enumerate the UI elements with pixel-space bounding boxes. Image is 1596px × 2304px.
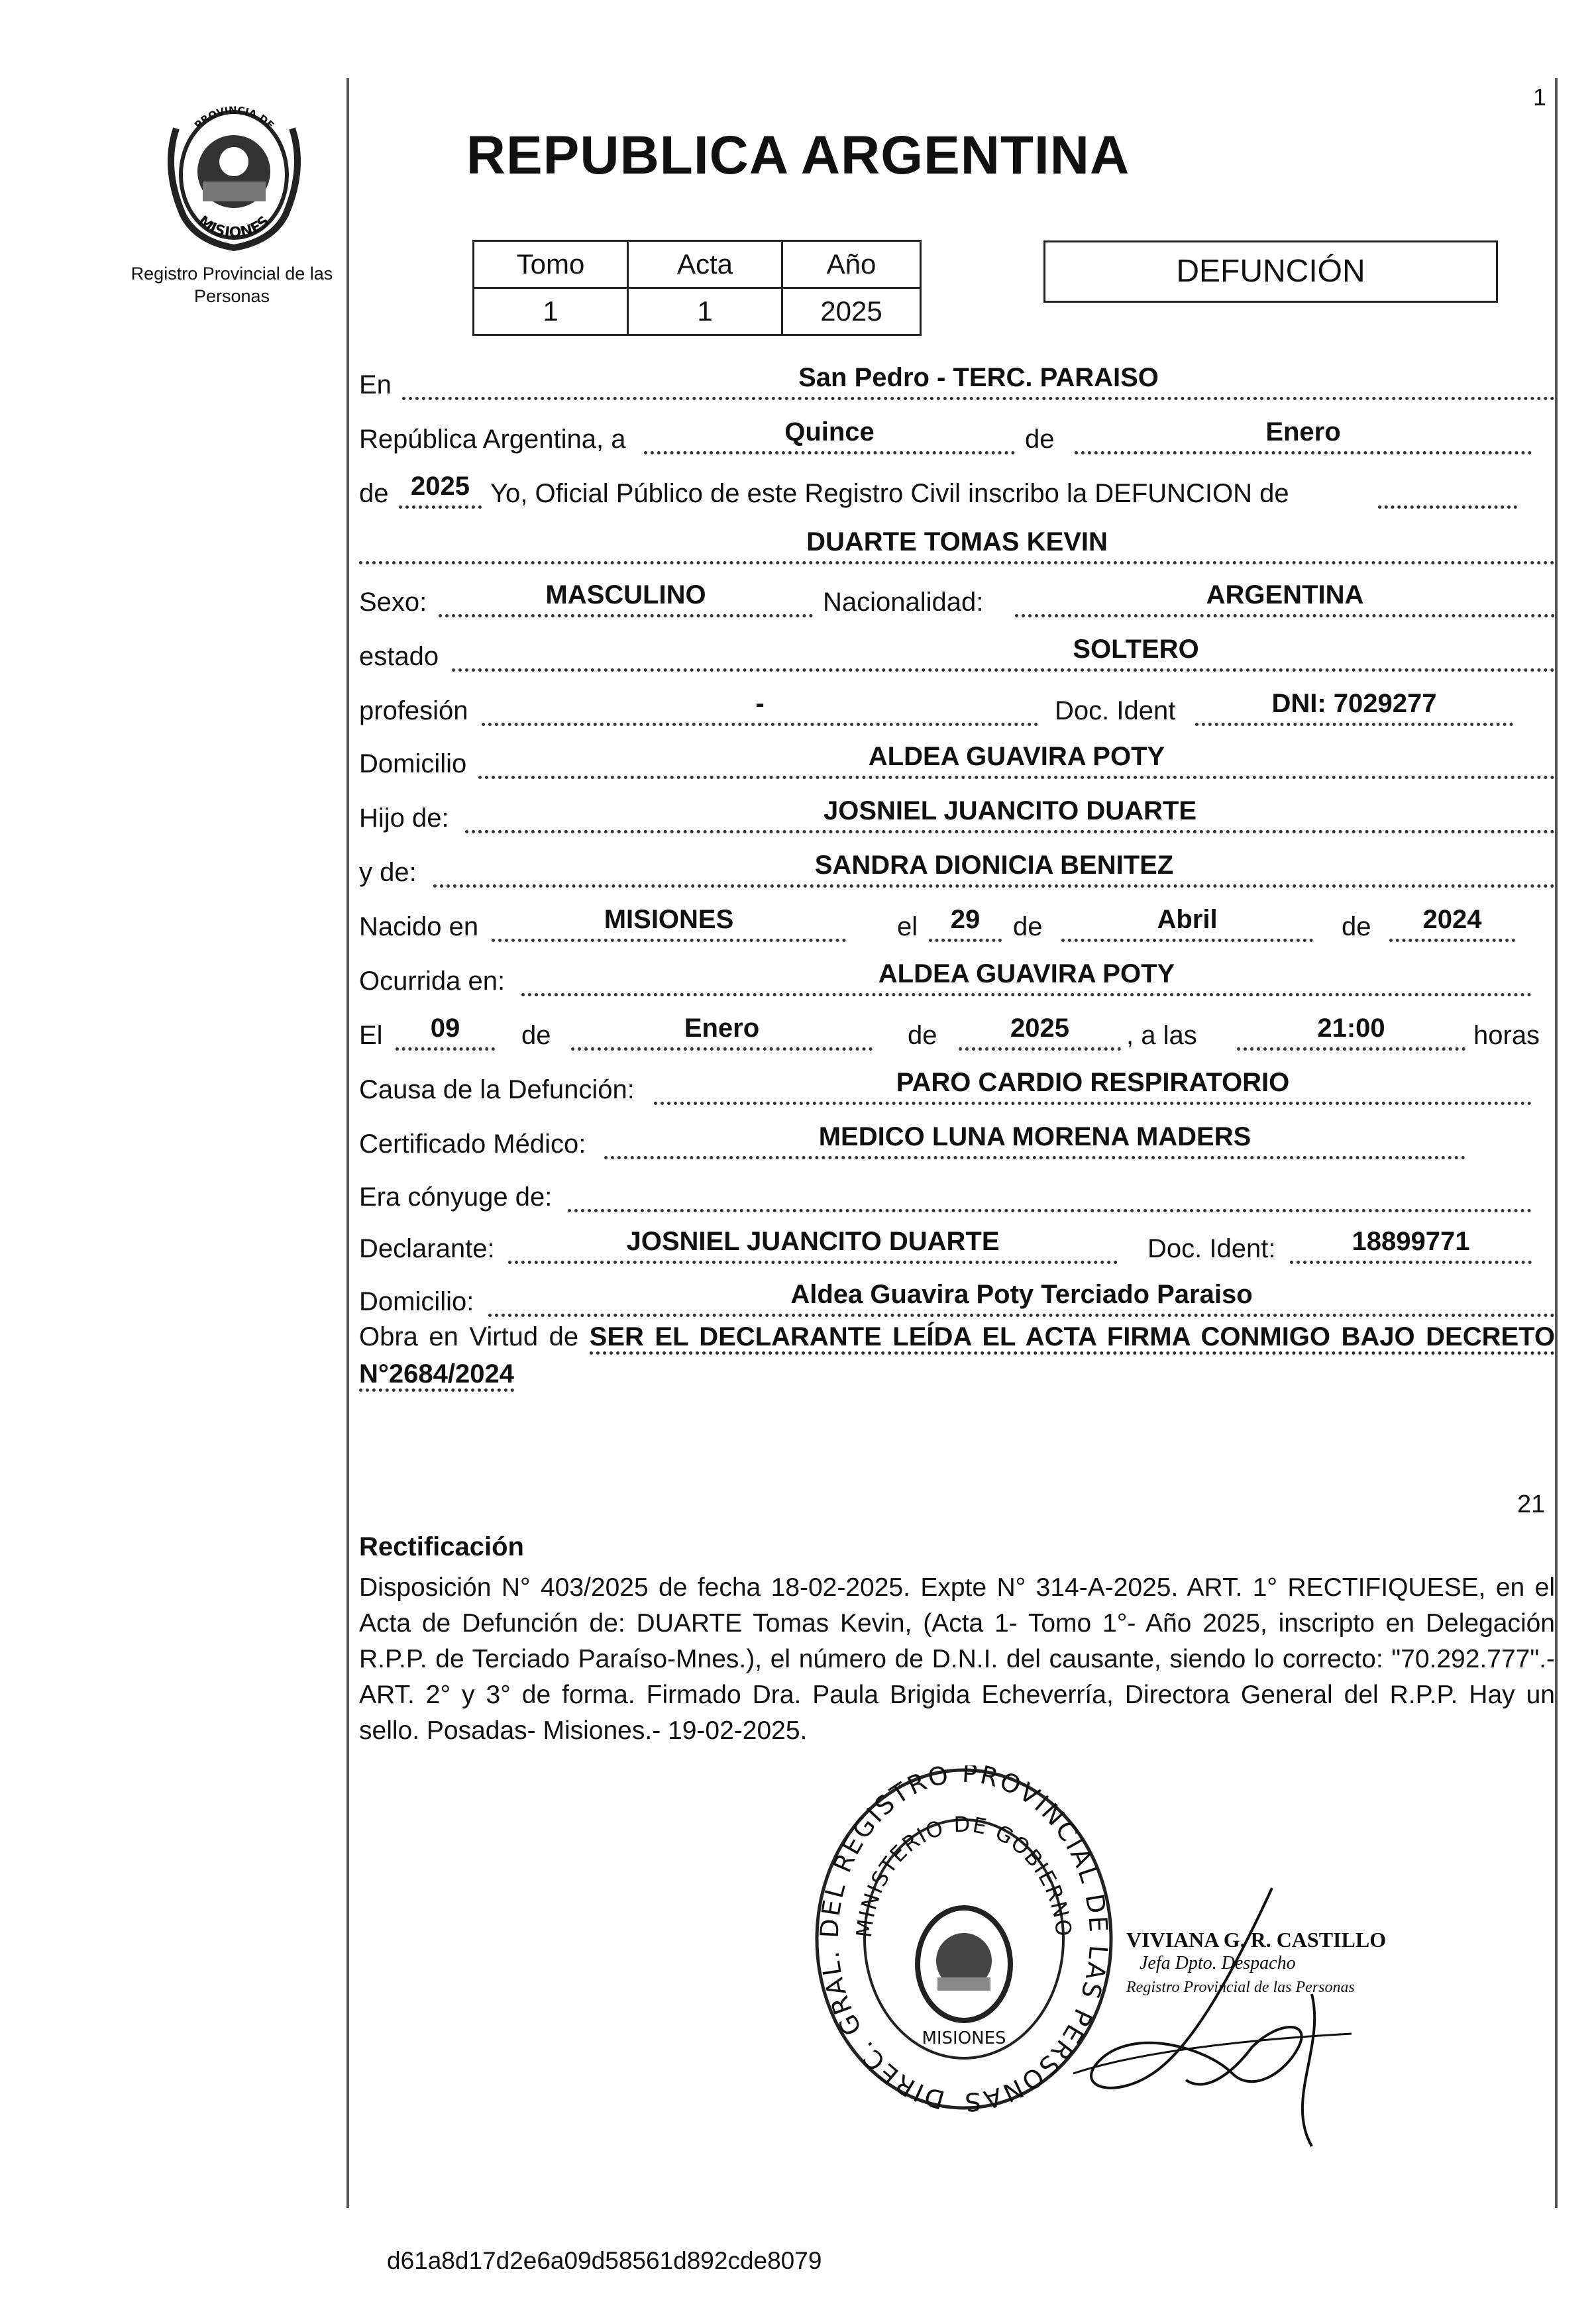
row-sexo <box>359 580 1555 627</box>
doc-label: Doc. Ident <box>1055 696 1176 725</box>
table-value-tomo: 1 <box>474 288 628 335</box>
tomo-acta-anio-table <box>472 240 922 336</box>
table-header-tomo: Tomo <box>474 241 628 288</box>
en-label: En <box>359 370 392 399</box>
row-en <box>359 363 1555 409</box>
row-name <box>359 527 1555 574</box>
obra-text: SER EL DECLARANTE LEÍDA EL ACTA FIRMA CONMIGO BAJO DECRETO N°2684/2024 <box>359 1322 1555 1392</box>
nacido-label: Nacido en <box>359 912 479 941</box>
row-ocurrida <box>359 959 1555 1006</box>
yde-label: y de: <box>359 858 417 887</box>
signature-role: Jefa Dpto. Despacho <box>1140 1953 1296 1973</box>
ocurrida-value: ALDEA GUAVIRA POTY <box>878 959 1175 988</box>
doc2-field <box>1290 1226 1532 1264</box>
profesion-value: - <box>755 689 765 718</box>
name-field <box>359 527 1555 564</box>
nac-anio-value: 2024 <box>1422 905 1482 934</box>
row-certificado <box>359 1122 1555 1169</box>
footer-hash: d61a8d17d2e6a09d58561d892cde8079 <box>387 2247 822 2274</box>
nacido-en-field <box>492 904 846 942</box>
row-nacido <box>359 905 1555 951</box>
stamp-outer-text: DIREC. GRAL. DEL REGISTRO PROVINCIAL DE LAS PERSONAS <box>814 1765 1114 2117</box>
hijo-label: Hijo de: <box>359 804 449 833</box>
row-yde <box>359 851 1555 897</box>
inscribo-text: Yo, Oficial Público de este Registro Civil inscribo la DEFUNCION de <box>490 479 1289 508</box>
place-field <box>402 362 1555 400</box>
def-de1-label: de <box>521 1021 551 1050</box>
rectificacion-text: Disposición N° 403/2025 de fecha 18-02-2025. Expte N° 314-A-2025. ART. 1° RECTIFIQUESE, en el Acta de Defunción de: DUARTE Tomas Kevin, (Acta 1- Tomo 1°- Año 2025, inscripto en Delegación R.P.P. de Terciado Paraíso-Mnes.), el número de D.N.I. del causante, siendo lo correcto: "70.292.777".- ART. 2° y 3° de forma. Firmado Dra. Paula Brigida Echeverría, Directora General del R.P.P. Hay un sello. Posadas- Misiones.- 19-02-2025. <box>359 1573 1555 1745</box>
el-label: el <box>897 912 918 941</box>
de-label: de <box>1025 425 1055 454</box>
nacionalidad-field <box>1015 580 1555 617</box>
inscribo-field <box>1378 471 1517 509</box>
sexo-field <box>439 580 813 617</box>
nacionalidad-label: Nacionalidad: <box>823 588 984 617</box>
certificado-label: Certificado Médico: <box>359 1129 586 1159</box>
day-field <box>644 417 1015 454</box>
nac-dia-value: 29 <box>950 905 981 934</box>
doc2-label: Doc. Ident: <box>1147 1234 1276 1263</box>
estado-field <box>452 634 1555 672</box>
nacionalidad-value: ARGENTINA <box>1206 580 1364 609</box>
stamp-inner-text: MINISTERIO DE GOBIERNO <box>851 1811 1077 1939</box>
table-header-anio: Año <box>782 241 921 288</box>
causa-label: Causa de la Defunción: <box>359 1075 635 1104</box>
profesion-label: profesión <box>359 696 468 725</box>
row-estado <box>359 635 1555 681</box>
def-dia-value: 09 <box>430 1014 460 1043</box>
conyuge-label: Era cónyuge de: <box>359 1182 553 1212</box>
nacido-en-value: MISIONES <box>604 905 734 934</box>
ocurrida-label: Ocurrida en: <box>359 967 505 996</box>
doc-type-box: DEFUNCIÓN <box>1043 240 1498 303</box>
table-header-acta: Acta <box>628 241 782 288</box>
declarante-value: JOSNIEL JUANCITO DUARTE <box>626 1227 1000 1256</box>
right-margin-line <box>1555 78 1558 2208</box>
conyuge-field <box>568 1175 1532 1212</box>
row-conyuge <box>359 1175 1555 1222</box>
nac-anio-field <box>1389 904 1515 942</box>
certificado-field <box>604 1122 1465 1159</box>
causa-field <box>654 1067 1532 1105</box>
causa-value: PARO CARDIO RESPIRATORIO <box>896 1068 1290 1097</box>
logo-text-bottom: MISIONES <box>194 213 274 242</box>
hora-field <box>1237 1013 1465 1051</box>
rectificacion-title: Rectificación <box>359 1532 524 1561</box>
def-mes-field <box>571 1013 873 1051</box>
padre-field <box>465 796 1555 833</box>
def-de2-label: de <box>908 1021 937 1050</box>
obra-paragraph <box>359 1318 1555 1392</box>
row-causa <box>359 1068 1555 1114</box>
row-domicilio <box>359 742 1555 788</box>
hora-value: 21:00 <box>1317 1014 1385 1043</box>
signature-org: Registro Provincial de las Personas <box>1126 1979 1355 1996</box>
ocurrida-field <box>521 959 1532 996</box>
row-profesion <box>359 689 1555 735</box>
horas-label: horas <box>1473 1021 1540 1050</box>
month-value: Enero <box>1265 417 1341 446</box>
year-prefix-label: de <box>359 479 389 508</box>
certificado-value: MEDICO LUNA MORENA MADERS <box>818 1122 1251 1151</box>
page-number: 1 <box>1533 83 1547 111</box>
row-declarante <box>359 1227 1555 1273</box>
row-fecha-defuncion <box>359 1014 1555 1060</box>
obra-label: Obra en Virtud de <box>359 1322 579 1351</box>
def-mes-value: Enero <box>684 1014 760 1043</box>
domicilio-label: Domicilio <box>359 749 467 778</box>
day-value: Quince <box>784 417 875 446</box>
year-field <box>399 471 482 509</box>
domicilio2-field <box>488 1279 1555 1317</box>
nac-mes-field <box>1061 904 1313 942</box>
sexo-value: MASCULINO <box>545 580 706 609</box>
left-margin-line <box>346 78 349 2208</box>
domicilio-value: ALDEA GUAVIRA POTY <box>868 742 1165 771</box>
doc-field <box>1195 688 1513 726</box>
el2-label: El <box>359 1021 383 1050</box>
madre-value: SANDRA DIONICIA BENITEZ <box>814 851 1174 880</box>
margin-number: 21 <box>1517 1491 1546 1518</box>
row-hijo <box>359 796 1555 843</box>
month-field <box>1075 417 1532 454</box>
domicilio-field <box>478 741 1555 779</box>
logo-text-top: PROVINCIA DE <box>192 104 277 132</box>
sexo-label: Sexo: <box>359 588 427 617</box>
doc2-value: 18899771 <box>1352 1227 1470 1256</box>
profesion-field <box>482 688 1038 726</box>
def-anio-value: 2025 <box>1010 1014 1069 1043</box>
def-dia-field <box>396 1013 495 1051</box>
row-republica <box>359 417 1555 464</box>
name-value: DUARTE TOMAS KEVIN <box>806 527 1108 556</box>
nac-de1-label: de <box>1013 912 1043 941</box>
place-value: San Pedro - TERC. PARAISO <box>798 363 1159 392</box>
page-title: REPUBLICA ARGENTINA <box>466 125 1130 185</box>
table-value-acta: 1 <box>628 288 782 335</box>
estado-label: estado <box>359 642 439 671</box>
domicilio2-label: Domicilio: <box>359 1287 474 1316</box>
year-value: 2025 <box>411 472 470 501</box>
republica-label: República Argentina, a <box>359 425 626 454</box>
nac-dia-field <box>929 904 1002 942</box>
nac-mes-value: Abril <box>1157 905 1218 934</box>
doc-value: DNI: 7029277 <box>1271 689 1437 718</box>
signature-name: VIVIANA G. R. CASTILLO <box>1126 1928 1387 1952</box>
estado-value: SOLTERO <box>1073 635 1199 664</box>
declarante-field <box>508 1226 1118 1264</box>
nac-de2-label: de <box>1342 912 1371 941</box>
madre-field <box>433 850 1555 888</box>
signature-scribble <box>1034 1875 1405 2153</box>
declarante-label: Declarante: <box>359 1234 495 1263</box>
padre-value: JOSNIEL JUANCITO DUARTE <box>823 796 1197 825</box>
def-anio-field <box>959 1013 1121 1051</box>
registry-label: Registro Provincial de las Personas <box>131 264 333 306</box>
signature-block <box>1126 1928 1386 1999</box>
domicilio2-value: Aldea Guavira Poty Terciado Paraiso <box>790 1280 1253 1309</box>
table-value-anio: 2025 <box>782 288 921 335</box>
alas-label: , a las <box>1126 1021 1197 1050</box>
stamp-logo-text: MISIONES <box>922 2028 1006 2048</box>
row-year <box>359 472 1555 518</box>
